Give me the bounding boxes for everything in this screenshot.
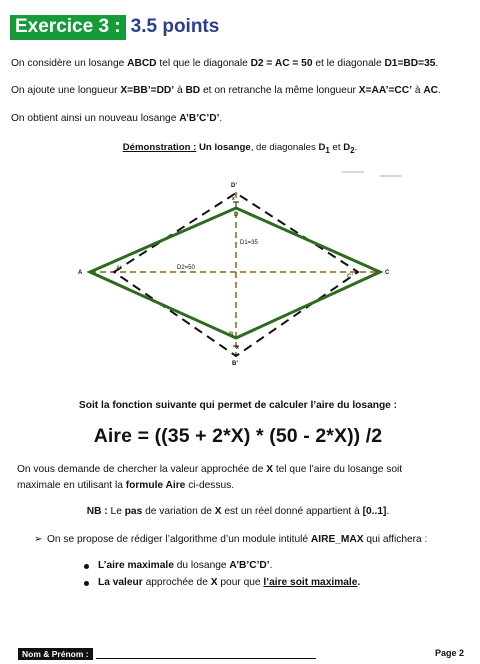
label-C: C: [385, 270, 390, 276]
nb-note: NB : Le pas de variation de X est un réel donné appartient à [0..1].: [86, 506, 390, 517]
rhombus-figure: [0, 160, 480, 380]
name-label: Nom & Prénom :: [18, 648, 93, 660]
original-rhombus: [90, 208, 380, 338]
bullet-icon: [84, 564, 89, 569]
arrow-bullet-icon: ➢: [34, 534, 43, 545]
label-D: D: [234, 212, 239, 218]
figure-caption: Démonstration : Un losange, de diagonales $D_1$ et $D_2$.: [122, 142, 358, 155]
label-x-bottom: x: [236, 345, 239, 351]
function-intro: Soit la fonction suivante qui permet de calculer l’aire du losange :: [78, 400, 398, 411]
question-line-1: On vous demande de chercher la valeur approchée de X tel que l’aire du losange soit: [17, 464, 403, 475]
page-footer: [18, 648, 464, 660]
list-item: L’aire maximale du losange A’B’C’D’.: [84, 560, 360, 577]
exercise-header: [10, 14, 219, 40]
label-A: A: [78, 270, 83, 276]
label-d1: D1=35: [240, 240, 258, 246]
label-B-prime: B’: [232, 361, 238, 367]
label-A-prime: A’: [116, 266, 122, 272]
area-formula: Aire = ((35 + 2*X) * (50 - 2*X)) /2: [93, 425, 383, 447]
question-line-2: maximale en utilisant la formule Aire ci-dessus.: [17, 480, 235, 491]
intro-paragraph-3: On obtient ainsi un nouveau losange A’B’C’D’.: [11, 113, 223, 124]
name-input-line[interactable]: [96, 658, 316, 659]
page-number: Page 2: [434, 648, 464, 658]
label-d2: D2=50: [177, 265, 195, 271]
list-item: La valeur approchée de X pour que l’aire soit maximale.: [84, 577, 360, 594]
label-D-prime: D’: [231, 183, 237, 189]
task-item: ➢ On se propose de rédiger l’algorithme d’un module intitulé AIRE_MAX qui affichera :: [34, 534, 428, 545]
label-C-prime: C’: [347, 274, 353, 280]
exercise-title: Exercice 3 :: [10, 15, 126, 40]
exercise-points: 3.5 points: [130, 16, 220, 37]
output-list: [84, 560, 360, 594]
intro-paragraph-2: On ajoute une longueur X=BB’=DD’ à BD et on retranche la même longueur X=AA’=CC’ à AC.: [11, 85, 441, 96]
label-x-top: x: [232, 196, 235, 202]
label-B: B: [229, 332, 234, 338]
intro-paragraph-1: On considère un losange ABCD tel que le diagonale D2 = AC = 50 et le diagonale D1=BD=35.: [11, 58, 439, 69]
bullet-icon: [84, 581, 89, 586]
